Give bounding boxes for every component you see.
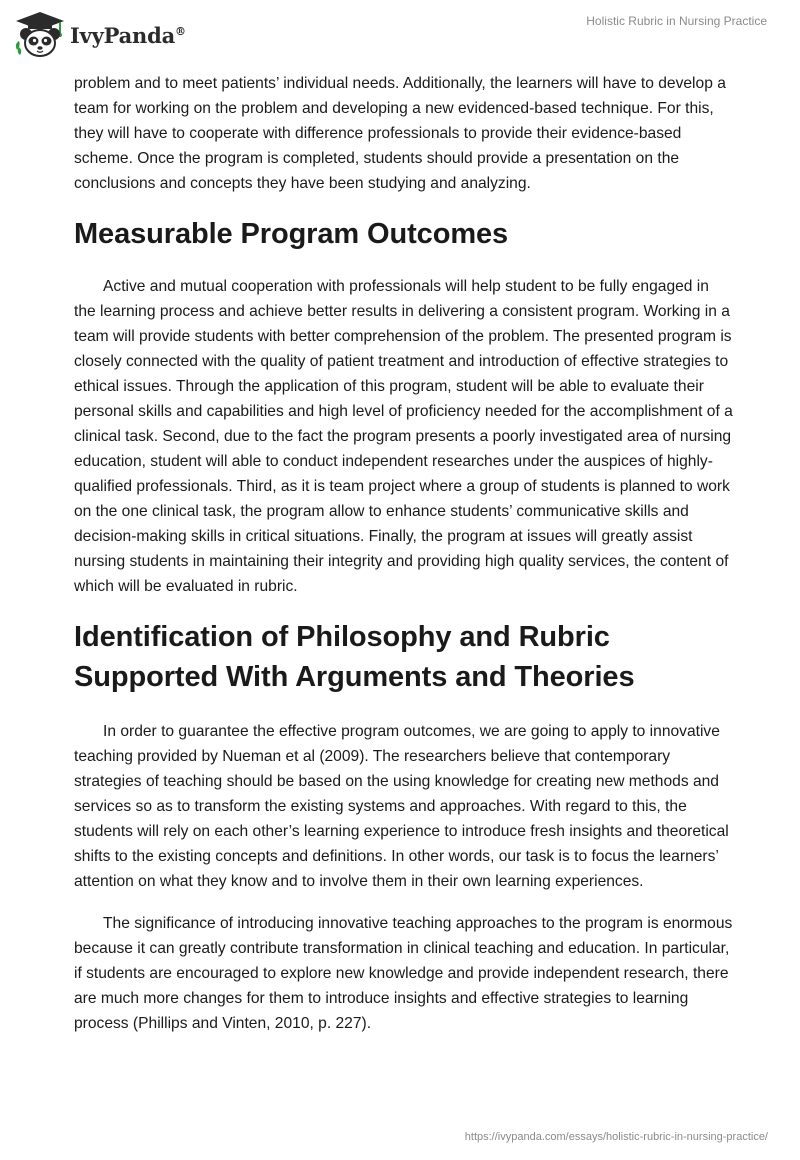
panda-graduation-cap-icon [14, 10, 66, 58]
ivypanda-logo[interactable] [14, 10, 186, 58]
section-heading-outcomes: Measurable Program Outcomes [74, 218, 509, 250]
philosophy-paragraph-2: The significance of introducing innovative teaching approaches to the program is enormous because it can greatly contribute transformation in clinical teaching and education. In particular, if students are encouraged to explore new knowledge and provide independent research, there are much more changes for them to introduce insights and effective strategies to learning process (Phillips and Vinten, 2010, p. 227). [74, 915, 733, 1032]
document-title: Holistic Rubric in Nursing Practice [586, 14, 767, 28]
section-heading-philosophy: Identification of Philosophy and Rubric Supported With Arguments and Theories [74, 621, 635, 693]
brand-name-text: IvyPanda [70, 22, 176, 48]
philosophy-paragraph-1: In order to guarantee the effective program outcomes, we are going to apply to innovative teaching provided by Nueman et al (2009). The researchers believe that contemporary strategies of teaching should be based on the using knowledge for creating new methods and services so as to transform the existing systems and approaches. With regard to this, the students will rely on each other’s learning experience to introduce fresh insights and theoretical shifts to the existing concepts and definitions. In other words, our task is to focus the learners’ attention on what they know and to involve them in their own learning experiences. [74, 723, 729, 890]
page-header [0, 0, 800, 70]
brand-name [70, 23, 186, 48]
essay-content [74, 71, 734, 1036]
registered-mark: ® [175, 24, 186, 38]
source-url[interactable]: https://ivypanda.com/essays/holistic-rubric-in-nursing-practice/ [464, 1131, 768, 1143]
outcomes-paragraph: Active and mutual cooperation with professionals will help student to be fully engaged in the learning process and achieve better results in delivering a consistent program. Working in a team will provide students with better comprehension of the problem. The presented program is closely connected with the quality of patient treatment and introduction of effective strategies to ethical issues. Through the application of this program, student will be able to evaluate their personal skills and capabilities and high level of proficiency needed for the accomplishment of a clinical task. Second, due to the fact the program presents a poorly investigated area of nursing education, student will able to conduct independent researches under the auspices of highly-qualified professionals. Third, as it is team project where a group of students is planned to work on the one clinical task, the program allow to enhance students’ communicative skills and decision-making skills in critical situations. Finally, the program at issues will greatly assist nursing students in maintaining their integrity and providing high quality services, the content of which will be evaluated in rubric. [74, 278, 733, 595]
intro-paragraph: problem and to meet patients’ individual needs. Additionally, the learners will have to develop a team for working on the problem and developing a new evidenced-based technique. For this, they will have to cooperate with difference professionals to provide their evidence-based scheme. Once the program is completed, students should provide a presentation on the conclusions and concepts they have been studying and analyzing. [74, 75, 726, 192]
